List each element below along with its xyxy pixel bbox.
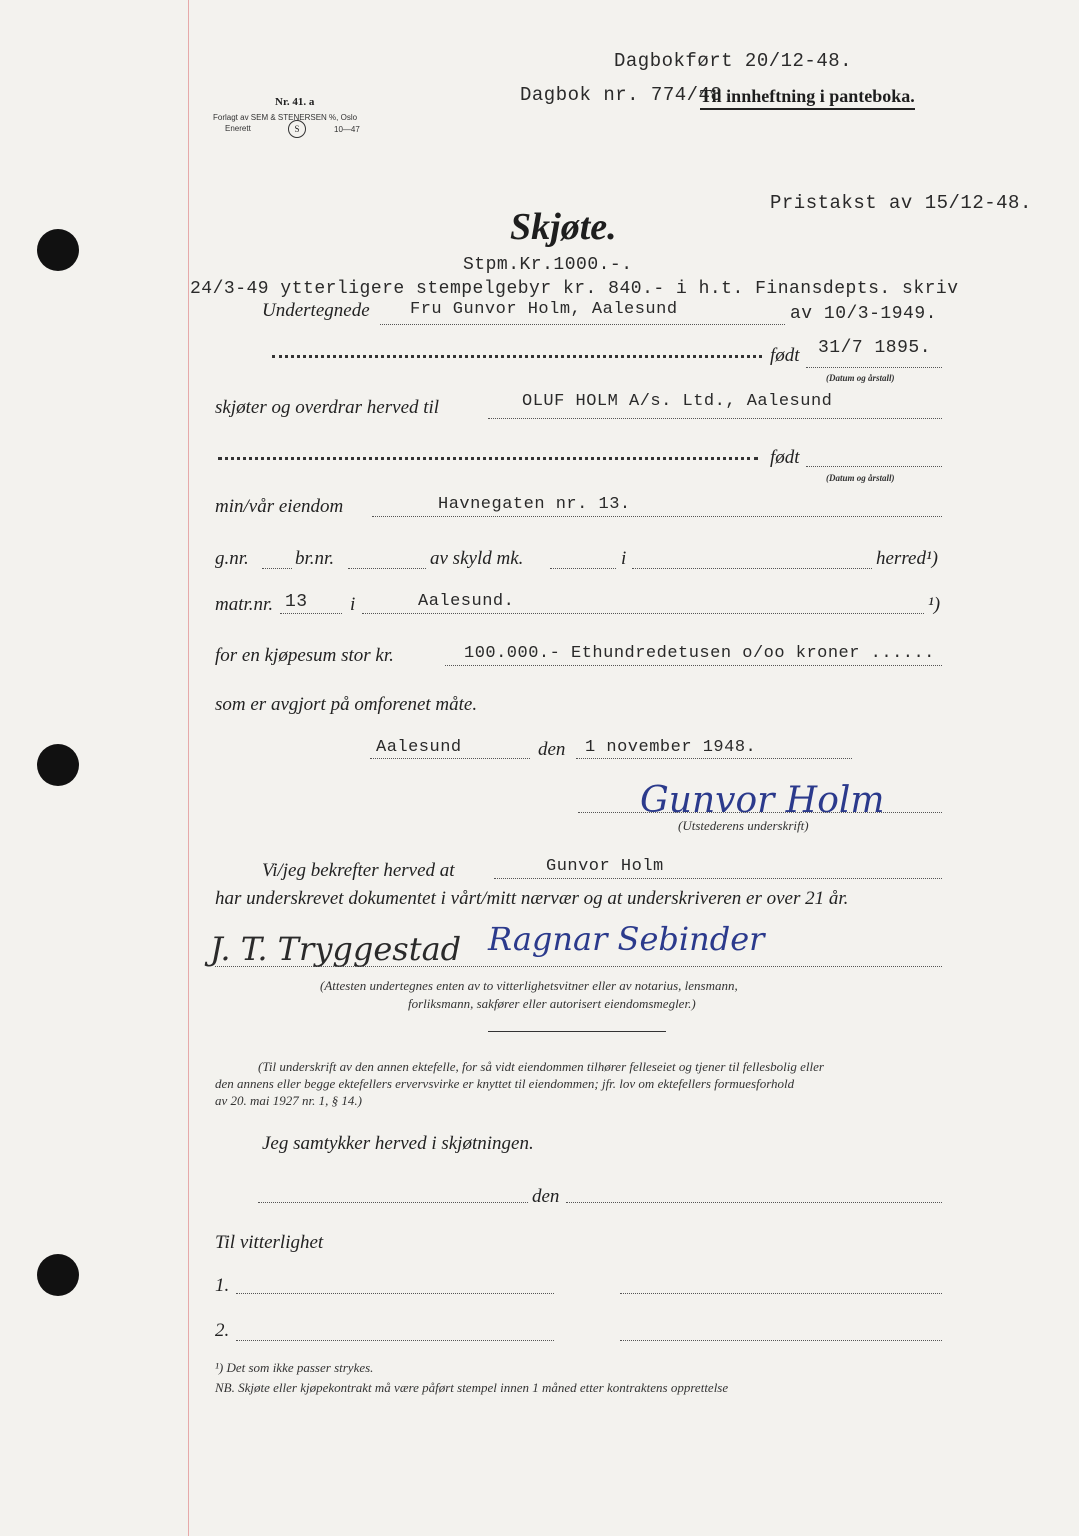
place-line xyxy=(370,758,530,759)
skyld-line xyxy=(550,568,616,569)
fodt-line xyxy=(806,367,942,368)
matr-note: ¹) xyxy=(928,594,941,615)
spouse-note-2: den annens eller begge ektefellers ervervsvirke er knyttet til eiendommen; jfr. lov om ektefellers formuesforhold xyxy=(215,1076,795,1091)
pristakst-text: Pristakst av 15/12-48. xyxy=(770,192,1032,214)
witness-1-right-line xyxy=(620,1293,942,1294)
samtykker-place-line xyxy=(258,1202,528,1203)
matr-i-label: i xyxy=(350,594,356,615)
punch-hole xyxy=(37,1254,79,1296)
dagbokfort-text: Dagbokført 20/12-48. xyxy=(614,50,853,72)
bekrefter-line xyxy=(494,878,942,879)
fodt-hint: (Datum og årstall) xyxy=(826,373,895,383)
place-value: Aalesund xyxy=(376,738,462,757)
publisher-logo: S xyxy=(288,120,306,138)
witness-1-line xyxy=(236,1293,554,1294)
gnr-line xyxy=(262,568,292,569)
innheftning-stamp: Til innheftning i panteboka. xyxy=(700,86,915,110)
spouse-note-3: av 20. mai 1927 nr. 1, § 14.) xyxy=(215,1093,362,1108)
document-title: Skjøte. xyxy=(510,206,617,248)
undertegnede-label: Undertegnede xyxy=(262,300,370,321)
extra-fee-note: 24/3-49 ytterligere stempelgebyr kr. 840.- i h.t. Finansdepts. skriv xyxy=(190,279,959,299)
witness-2-line xyxy=(236,1340,554,1341)
den-label: den xyxy=(538,739,566,760)
publisher-text: Forlagt av SEM & STENERSEN %, Oslo xyxy=(213,113,358,122)
witness-2-label: 2. xyxy=(215,1320,230,1341)
fodt-label: født xyxy=(770,345,800,366)
issuer-signature-label: (Utstederens underskrift) xyxy=(678,818,809,833)
matr-place-value: Aalesund. xyxy=(418,592,515,611)
date-line xyxy=(576,758,852,759)
undertegnede-value: Fru Gunvor Holm, Aalesund xyxy=(410,300,678,319)
matr-nr-line xyxy=(280,613,342,614)
underskrevet-text: har underskrevet dokumentet i vårt/mitt nærvær og at underskriveren er over 21 år. xyxy=(215,888,849,909)
rights-text: Enerett xyxy=(225,124,251,133)
kjopesum-value: 100.000.- Ethundredetusen o/oo kroner ...... xyxy=(464,644,935,663)
dagbok-nr-text: Dagbok nr. 774/48 xyxy=(520,84,723,106)
witness-signature-2: Ragnar Sebinder xyxy=(488,920,765,958)
issuer-signature: Gunvor Holm xyxy=(640,780,885,821)
separator-rule xyxy=(488,1031,666,1032)
name2-dotline xyxy=(218,457,758,460)
form-date-code: 10—47 xyxy=(334,125,360,134)
brnr-label: br.nr. xyxy=(295,548,335,569)
skyld-label: av skyld mk. xyxy=(430,548,524,569)
samtykker-date-line xyxy=(566,1202,942,1203)
form-number: Nr. 41. a xyxy=(275,96,315,108)
fodt2-hint: (Datum og årstall) xyxy=(826,473,895,483)
fodt2-line xyxy=(806,466,942,467)
attest-note-2: forliksmann, sakfører eller autorisert eiendomsmegler.) xyxy=(408,996,696,1011)
name-dotline xyxy=(272,355,762,358)
fodt-value: 31/7 1895. xyxy=(818,338,932,358)
eiendom-value: Havnegaten nr. 13. xyxy=(438,495,631,514)
bekrefter-label: Vi/jeg bekrefter herved at xyxy=(262,860,455,881)
gnr-i-label: i xyxy=(621,548,627,569)
witness-signature-1: J. T. Tryggestad xyxy=(210,930,462,968)
matr-label: matr.nr. xyxy=(215,594,274,615)
punch-hole xyxy=(37,229,79,271)
undertegnede-date: av 10/3-1949. xyxy=(790,304,937,324)
samtykker-text: Jeg samtykker herved i skjøtningen. xyxy=(262,1133,534,1154)
witness-1-label: 1. xyxy=(215,1275,230,1296)
til-vitterlighet: Til vitterlighet xyxy=(215,1232,324,1253)
bekrefter-name: Gunvor Holm xyxy=(546,857,664,876)
undertegnede-line xyxy=(380,324,785,325)
spouse-note-1: (Til underskrift av den annen ektefelle, for så vidt eiendommen tilhører felleseiet og tjener til fellesbolig eller xyxy=(258,1059,824,1074)
kjopesum-line xyxy=(445,665,942,666)
fodt2-label: født xyxy=(770,447,800,468)
date-value: 1 november 1948. xyxy=(585,738,757,757)
brnr-line xyxy=(348,568,426,569)
witness-signature-line xyxy=(215,966,942,967)
skjoter-line xyxy=(488,418,942,419)
witness-2-right-line xyxy=(620,1340,942,1341)
issuer-signature-line xyxy=(578,812,942,813)
skjoter-label: skjøter og overdrar herved til xyxy=(215,397,440,418)
den2-label: den xyxy=(532,1186,560,1207)
skjoter-value: OLUF HOLM A/s. Ltd., Aalesund xyxy=(522,392,833,411)
avgjort-text: som er avgjort på omforenet måte. xyxy=(215,694,478,715)
margin-line xyxy=(188,0,189,1536)
stamp-fee: Stpm.Kr.1000.-. xyxy=(463,255,633,275)
gnr-label: g.nr. xyxy=(215,548,249,569)
attest-note-1: (Attesten undertegnes enten av to vitterlighetsvitner eller av notarius, lensmann, xyxy=(320,978,738,993)
matr-place-line xyxy=(362,613,924,614)
herred-label: herred¹) xyxy=(876,548,938,569)
footnote-nb: NB. Skjøte eller kjøpekontrakt må være påført stempel innen 1 måned etter kontraktens opprettelse xyxy=(215,1380,729,1395)
kjopesum-label: for en kjøpesum stor kr. xyxy=(215,645,394,666)
eiendom-label: min/vår eiendom xyxy=(215,496,344,517)
footnote-1: ¹) Det som ikke passer strykes. xyxy=(215,1360,374,1375)
gnr-place-line xyxy=(632,568,872,569)
matr-nr-value: 13 xyxy=(285,592,308,612)
eiendom-line xyxy=(372,516,942,517)
punch-hole xyxy=(37,744,79,786)
